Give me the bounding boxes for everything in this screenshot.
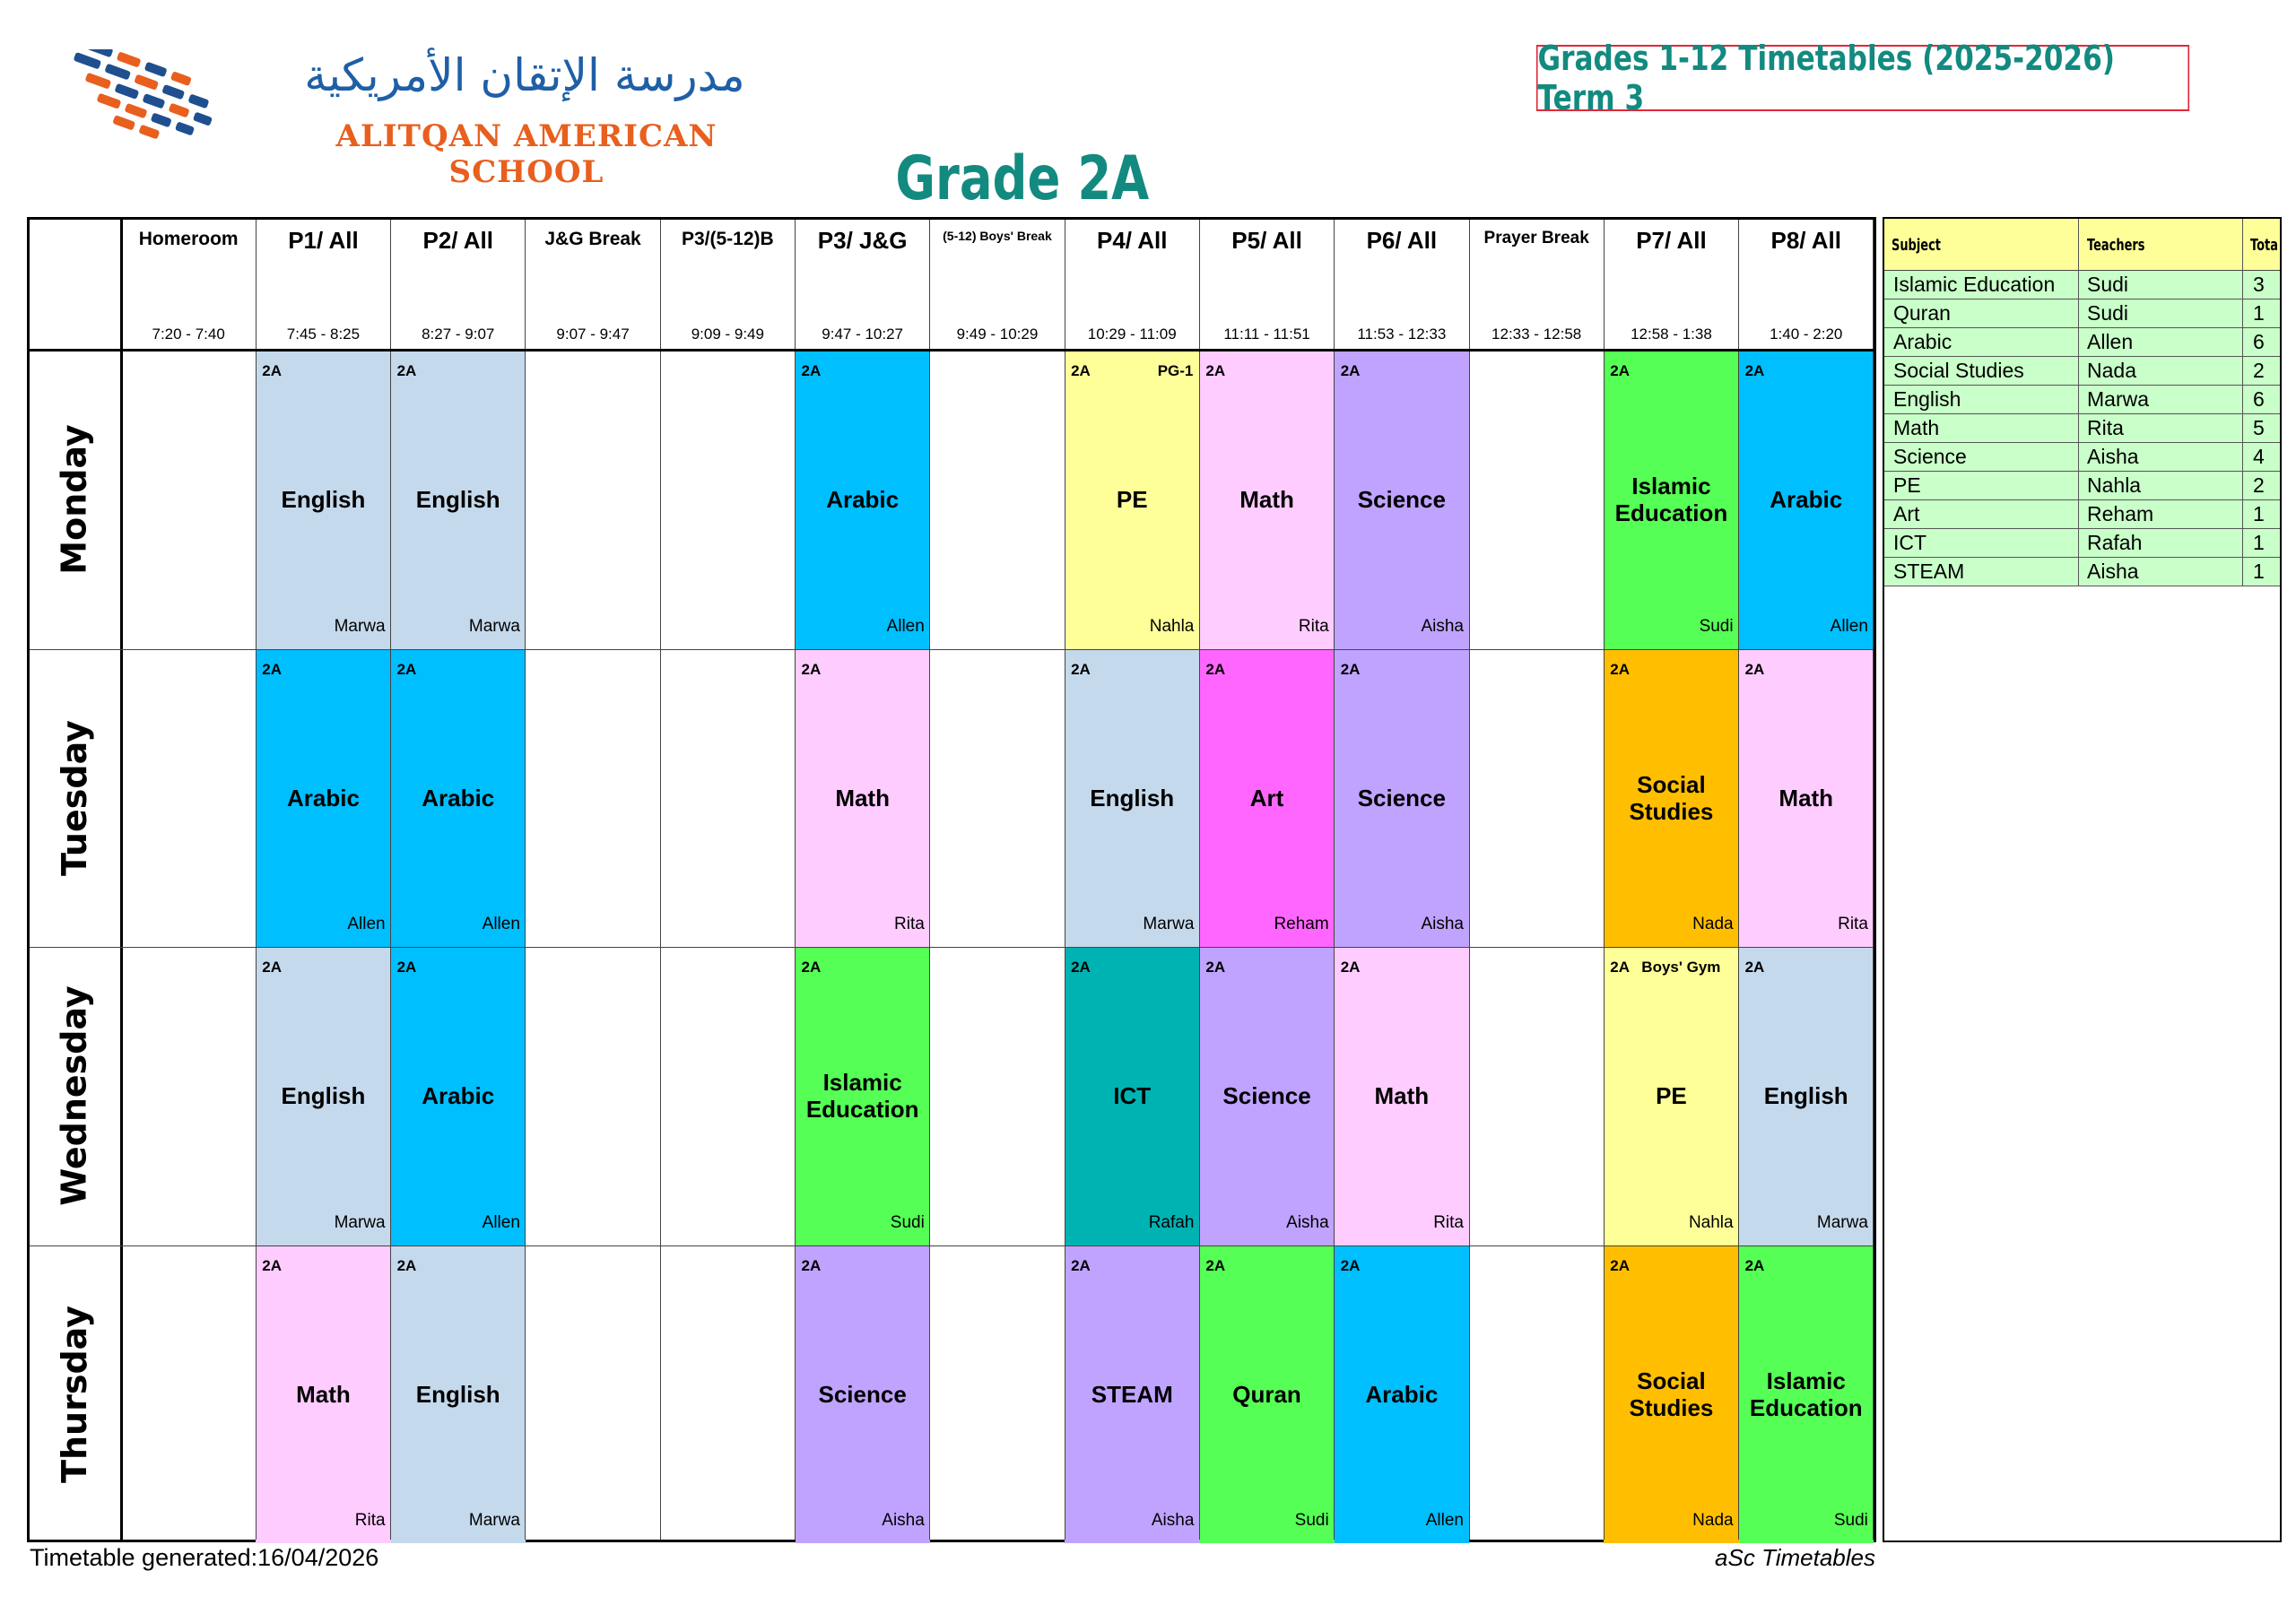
generated-date: Timetable generated:16/04/2026 bbox=[30, 1544, 379, 1571]
cell-divider bbox=[2242, 328, 2243, 357]
lesson-teacher: Allen bbox=[482, 1212, 520, 1232]
lesson-teacher: Marwa bbox=[1143, 915, 1195, 933]
column-time: 11:11 - 11:51 bbox=[1223, 325, 1310, 343]
cell-divider bbox=[2078, 558, 2079, 586]
grid-line-vertical bbox=[256, 220, 257, 1540]
lesson-subject: Arabic bbox=[286, 784, 360, 812]
subject-name: Science bbox=[1893, 445, 1967, 468]
lesson-subject: Arabic bbox=[1365, 1380, 1439, 1408]
teacher-name: Reham bbox=[2087, 502, 2154, 525]
term-title-box bbox=[1536, 39, 2189, 117]
column-name: Homeroom bbox=[138, 229, 239, 249]
lesson-total: 6 bbox=[2253, 330, 2265, 353]
grid-line-horizontal bbox=[30, 349, 1874, 352]
lesson-subject: English bbox=[281, 486, 366, 514]
lesson-subject: Math bbox=[1779, 784, 1834, 812]
subject-teacher-table bbox=[1883, 217, 2282, 1542]
lesson-cell[interactable] bbox=[1065, 649, 1199, 948]
lesson-subject: ICT bbox=[1113, 1082, 1152, 1110]
grid-line-vertical bbox=[795, 220, 796, 1540]
column-time: 11:53 - 12:33 bbox=[1357, 325, 1447, 343]
grid-line-vertical bbox=[525, 220, 526, 1540]
lesson-subject: English bbox=[415, 486, 500, 514]
lesson-teacher: Allen bbox=[886, 616, 925, 636]
subject-name: Social Studies bbox=[1893, 359, 2024, 382]
column-name: P2/ All bbox=[422, 227, 493, 254]
cell-divider bbox=[2078, 472, 2079, 500]
subject-table-row bbox=[1884, 357, 2280, 386]
grid-line-vertical bbox=[660, 220, 661, 1540]
lesson-room: PG-1 bbox=[1157, 362, 1194, 379]
lesson-class: 2A bbox=[1071, 959, 1091, 976]
subject-name: Islamic Education bbox=[1893, 273, 2056, 296]
lesson-teacher: Nada bbox=[1692, 915, 1734, 933]
column-name: P6/ All bbox=[1366, 227, 1438, 254]
lesson-room: Boys' Gym bbox=[1641, 959, 1721, 976]
column-name: P3/(5-12)B bbox=[681, 229, 774, 249]
cell-divider bbox=[2242, 529, 2243, 558]
teacher-name: Nahla bbox=[2087, 473, 2142, 497]
lesson-cell[interactable] bbox=[1604, 351, 1738, 649]
lesson-cell[interactable] bbox=[1739, 649, 1874, 948]
teacher-name: Marwa bbox=[2087, 387, 2150, 411]
lesson-class: 2A bbox=[1744, 959, 1765, 976]
lesson-subject: English bbox=[1763, 1082, 1848, 1110]
column-header bbox=[1469, 220, 1604, 350]
lesson-teacher: Aisha bbox=[1421, 915, 1464, 933]
grid-line-horizontal bbox=[30, 1245, 1874, 1246]
column-header bbox=[526, 220, 660, 350]
lesson-teacher: Marwa bbox=[1816, 1212, 1868, 1232]
lesson-cell[interactable] bbox=[1335, 649, 1469, 948]
software-credit: aSc Timetables bbox=[1715, 1544, 1875, 1571]
school-name-english: ALITQAN AMERICAN SCHOOL bbox=[335, 118, 718, 190]
cell-divider bbox=[2078, 529, 2079, 558]
lesson-cell[interactable] bbox=[256, 351, 390, 649]
lesson-subject: Science bbox=[1357, 784, 1446, 812]
lesson-subject: Social Studies bbox=[1629, 1367, 1714, 1421]
grade-title bbox=[852, 143, 1193, 214]
cell-divider bbox=[2078, 414, 2079, 443]
lesson-teacher: Aisha bbox=[1151, 1511, 1195, 1530]
day-label-wednesday bbox=[30, 947, 119, 1245]
cell-divider bbox=[2242, 414, 2243, 443]
lesson-cell[interactable] bbox=[1335, 1245, 1469, 1544]
lesson-total: 1 bbox=[2253, 531, 2265, 554]
column-header bbox=[930, 220, 1065, 350]
lesson-subject: Arabic bbox=[826, 486, 900, 514]
grid-line-vertical bbox=[390, 220, 391, 1540]
timetable-grid bbox=[27, 217, 1876, 1542]
lesson-class: 2A bbox=[1071, 362, 1091, 379]
lesson-class: 2A bbox=[396, 660, 417, 678]
column-header bbox=[1335, 220, 1469, 350]
subject-table-row bbox=[1884, 529, 2280, 558]
column-header bbox=[121, 220, 256, 350]
subject-name: Quran bbox=[1893, 301, 1951, 325]
column-time: 1:40 - 2:20 bbox=[1770, 325, 1843, 343]
cell-divider bbox=[2242, 558, 2243, 586]
lesson-teacher: Nahla bbox=[1688, 1212, 1734, 1232]
lesson-subject: Math bbox=[1239, 486, 1294, 514]
column-time: 12:33 - 12:58 bbox=[1492, 325, 1582, 343]
grid-line-horizontal bbox=[30, 649, 1874, 650]
lesson-cell[interactable] bbox=[391, 947, 526, 1245]
subject-table-row bbox=[1884, 386, 2280, 414]
column-time: 8:27 - 9:07 bbox=[422, 325, 495, 343]
lesson-class: 2A bbox=[1744, 362, 1765, 379]
lesson-cell[interactable] bbox=[1604, 1245, 1738, 1544]
column-header bbox=[391, 220, 526, 350]
lesson-cell[interactable] bbox=[1065, 351, 1199, 649]
lesson-cell[interactable] bbox=[1604, 947, 1738, 1245]
lesson-teacher: Sudi bbox=[1699, 616, 1734, 636]
column-name: P8/ All bbox=[1770, 227, 1841, 254]
grid-line-vertical bbox=[1604, 220, 1605, 1540]
lesson-cell[interactable] bbox=[796, 1245, 930, 1544]
term-title: Grades 1-12 Timetables (2025-2026) Term 3 bbox=[1537, 39, 2116, 117]
lesson-class: 2A bbox=[801, 959, 822, 976]
column-time: 9:49 - 10:29 bbox=[956, 325, 1039, 343]
cell-divider bbox=[2078, 271, 2079, 299]
lesson-class: 2A bbox=[801, 362, 822, 379]
lesson-cell[interactable] bbox=[391, 351, 526, 649]
lesson-class: 2A bbox=[396, 1256, 417, 1274]
lesson-total: 4 bbox=[2253, 445, 2265, 468]
grid-line-vertical bbox=[1873, 220, 1874, 1540]
lesson-cell[interactable] bbox=[256, 1245, 390, 1544]
lesson-teacher: Aisha bbox=[1286, 1212, 1329, 1232]
lesson-subject: Arabic bbox=[422, 784, 495, 812]
teacher-name: Allen bbox=[2087, 330, 2134, 353]
column-header bbox=[256, 220, 390, 350]
lesson-teacher: Sudi bbox=[890, 1212, 925, 1232]
lesson-class: 2A bbox=[1610, 362, 1631, 379]
lesson-cell[interactable] bbox=[391, 1245, 526, 1544]
column-name: P3/ J&G bbox=[817, 227, 908, 254]
lesson-teacher: Allen bbox=[1830, 616, 1868, 636]
lesson-cell[interactable] bbox=[796, 351, 930, 649]
lesson-cell[interactable] bbox=[796, 947, 930, 1245]
subject-table-row bbox=[1884, 414, 2280, 443]
cell-divider bbox=[2078, 328, 2079, 357]
subject-name: PE bbox=[1893, 473, 1921, 497]
lesson-total: 3 bbox=[2253, 273, 2265, 296]
lesson-subject: PE bbox=[1116, 486, 1148, 514]
lesson-cell[interactable] bbox=[1065, 1245, 1199, 1544]
subject-header: Subject bbox=[1892, 235, 1941, 255]
lesson-class: 2A bbox=[262, 959, 283, 976]
subject-table-row bbox=[1884, 443, 2280, 472]
column-name: P7/ All bbox=[1636, 227, 1707, 254]
lesson-cell[interactable] bbox=[1739, 947, 1874, 1245]
cell-divider bbox=[2242, 500, 2243, 529]
lesson-class: 2A bbox=[1205, 660, 1226, 678]
column-name: J&G Break bbox=[544, 229, 641, 249]
grid-line-vertical bbox=[120, 220, 123, 1540]
lesson-class: 2A bbox=[262, 362, 283, 379]
lesson-total: 2 bbox=[2253, 359, 2265, 382]
day-name: Tuesday bbox=[55, 719, 95, 876]
grid-line-vertical bbox=[1469, 220, 1470, 1540]
lesson-subject: Islamic Education bbox=[1614, 473, 1728, 527]
lesson-subject: Science bbox=[818, 1380, 907, 1408]
lesson-teacher: Rita bbox=[1838, 915, 1868, 933]
teacher-name: Rita bbox=[2087, 416, 2124, 439]
teacher-name: Rafah bbox=[2087, 531, 2143, 554]
lesson-class: 2A bbox=[1205, 959, 1226, 976]
lesson-teacher: Rafah bbox=[1148, 1212, 1195, 1232]
subject-table-row bbox=[1884, 558, 2280, 586]
lesson-cell[interactable] bbox=[1199, 947, 1334, 1245]
lesson-cell[interactable] bbox=[256, 649, 390, 948]
lesson-class: 2A bbox=[1340, 959, 1361, 976]
grid-line-horizontal bbox=[30, 947, 1874, 948]
column-time: 9:09 - 9:49 bbox=[691, 325, 764, 343]
cell-divider bbox=[2242, 443, 2243, 472]
lesson-cell[interactable] bbox=[1199, 351, 1334, 649]
teachers-header: Teachers bbox=[2087, 235, 2145, 255]
lesson-class: 2A bbox=[1340, 362, 1361, 379]
lesson-class: 2A bbox=[1205, 1256, 1226, 1274]
cell-divider bbox=[2242, 472, 2243, 500]
lesson-class: 2A bbox=[801, 660, 822, 678]
subject-name: English bbox=[1893, 387, 1961, 411]
subject-table-header bbox=[1884, 219, 2280, 271]
cell-divider bbox=[2242, 357, 2243, 386]
lesson-teacher: Marwa bbox=[468, 616, 520, 636]
lesson-class: 2A bbox=[1744, 1256, 1765, 1274]
lesson-cell[interactable] bbox=[1739, 351, 1874, 649]
cell-divider bbox=[2242, 299, 2243, 328]
lesson-subject: STEAM bbox=[1091, 1380, 1173, 1408]
cell-divider bbox=[2242, 386, 2243, 414]
column-header bbox=[1065, 220, 1199, 350]
cell-divider bbox=[2078, 357, 2079, 386]
column-name: Prayer Break bbox=[1483, 229, 1589, 247]
cell-divider bbox=[2078, 500, 2079, 529]
cell-divider bbox=[2242, 271, 2243, 299]
column-header bbox=[796, 220, 930, 350]
lesson-class: 2A bbox=[1071, 1256, 1091, 1274]
lesson-subject: Islamic Education bbox=[1749, 1367, 1863, 1421]
lesson-teacher: Reham bbox=[1274, 915, 1329, 933]
grid-line-vertical bbox=[929, 220, 930, 1540]
lesson-class: 2A bbox=[1610, 660, 1631, 678]
teacher-name: Aisha bbox=[2087, 445, 2139, 468]
lesson-teacher: Sudi bbox=[1294, 1511, 1329, 1530]
day-label-monday bbox=[30, 351, 119, 649]
column-time: 7:20 - 7:40 bbox=[152, 325, 225, 343]
subject-name: Art bbox=[1893, 502, 1920, 525]
lesson-class: 2A bbox=[801, 1256, 822, 1274]
lesson-teacher: Allen bbox=[482, 915, 520, 933]
column-header bbox=[1604, 220, 1738, 350]
teacher-name: Sudi bbox=[2087, 273, 2129, 296]
lesson-total: 1 bbox=[2253, 301, 2265, 325]
lesson-cell[interactable] bbox=[796, 649, 930, 948]
lesson-subject: English bbox=[281, 1082, 366, 1110]
lesson-subject: Math bbox=[835, 784, 890, 812]
lesson-class: 2A bbox=[1340, 660, 1361, 678]
lesson-teacher: Sudi bbox=[1833, 1511, 1868, 1530]
lesson-teacher: Marwa bbox=[334, 616, 386, 636]
column-time: 9:07 - 9:47 bbox=[556, 325, 630, 343]
column-time: 9:47 - 10:27 bbox=[822, 325, 904, 343]
lesson-cell[interactable] bbox=[1739, 1245, 1874, 1544]
subject-name: Math bbox=[1893, 416, 1940, 439]
lesson-subject: PE bbox=[1656, 1082, 1687, 1110]
total-header: Tota bbox=[2250, 235, 2278, 255]
column-header bbox=[660, 220, 795, 350]
lesson-subject: Social Studies bbox=[1629, 770, 1714, 825]
lesson-total: 1 bbox=[2253, 502, 2265, 525]
lesson-teacher: Marwa bbox=[334, 1212, 386, 1232]
day-name: Monday bbox=[55, 424, 95, 575]
subject-name: Arabic bbox=[1893, 330, 1952, 353]
teacher-name: Nada bbox=[2087, 359, 2136, 382]
column-name: P5/ All bbox=[1231, 227, 1302, 254]
lesson-total: 1 bbox=[2253, 560, 2265, 583]
column-name: P4/ All bbox=[1096, 227, 1168, 254]
lesson-subject: Quran bbox=[1232, 1380, 1301, 1408]
column-header bbox=[1199, 220, 1334, 350]
grade-title-text: Grade 2A bbox=[895, 143, 1150, 214]
day-label-tuesday bbox=[30, 649, 119, 948]
cell-divider bbox=[2078, 443, 2079, 472]
grid-line-vertical bbox=[1199, 220, 1200, 1540]
lesson-class: 2A bbox=[1205, 362, 1226, 379]
lesson-teacher: Rita bbox=[354, 1511, 386, 1530]
lesson-class: 2A bbox=[1610, 1256, 1631, 1274]
lesson-teacher: Rita bbox=[1433, 1212, 1464, 1232]
school-logo bbox=[54, 49, 233, 161]
column-name: P1/ All bbox=[288, 227, 359, 254]
lesson-class: 2A bbox=[1071, 660, 1091, 678]
lesson-subject: Science bbox=[1222, 1082, 1311, 1110]
cell-divider bbox=[2078, 299, 2079, 328]
lesson-teacher: Marwa bbox=[468, 1511, 520, 1530]
subject-table-row bbox=[1884, 472, 2280, 500]
lesson-cell[interactable] bbox=[391, 649, 526, 948]
teacher-name: Aisha bbox=[2087, 560, 2139, 583]
lesson-subject: Art bbox=[1249, 784, 1284, 812]
grid-line-vertical bbox=[1334, 220, 1335, 1540]
column-time: 10:29 - 11:09 bbox=[1087, 325, 1177, 343]
lesson-cell[interactable] bbox=[1199, 649, 1334, 948]
lesson-teacher: Nahla bbox=[1149, 616, 1195, 636]
lesson-total: 2 bbox=[2253, 473, 2265, 497]
lesson-cell[interactable] bbox=[1065, 947, 1199, 1245]
lesson-cell[interactable] bbox=[1335, 351, 1469, 649]
day-name: Thursday bbox=[55, 1305, 94, 1483]
lesson-subject: Science bbox=[1357, 486, 1446, 514]
day-name: Wednesday bbox=[55, 985, 94, 1206]
lesson-class: 2A bbox=[262, 660, 283, 678]
column-name: (5-12) Boys' Break bbox=[943, 229, 1052, 243]
lesson-teacher: Aisha bbox=[882, 1511, 925, 1530]
subject-name: ICT bbox=[1893, 531, 1927, 554]
lesson-total: 5 bbox=[2253, 416, 2265, 439]
lesson-teacher: Allen bbox=[1425, 1511, 1464, 1530]
column-time: 7:45 - 8:25 bbox=[286, 325, 361, 343]
lesson-class: 2A bbox=[1744, 660, 1765, 678]
lesson-teacher: Nada bbox=[1692, 1511, 1734, 1530]
lesson-class: 2A bbox=[1610, 959, 1631, 976]
cell-divider bbox=[2078, 386, 2079, 414]
lesson-subject: Math bbox=[296, 1380, 351, 1408]
teacher-name: Sudi bbox=[2087, 301, 2129, 325]
subject-table-row bbox=[1884, 271, 2280, 299]
column-header bbox=[1739, 220, 1874, 350]
lesson-class: 2A bbox=[262, 1256, 283, 1274]
subject-table-row bbox=[1884, 500, 2280, 529]
lesson-teacher: Aisha bbox=[1421, 616, 1464, 636]
lesson-subject: English bbox=[415, 1380, 500, 1408]
lesson-subject: Arabic bbox=[422, 1082, 495, 1110]
lesson-cell[interactable] bbox=[256, 947, 390, 1245]
lesson-subject: Arabic bbox=[1770, 486, 1843, 514]
lesson-subject: Math bbox=[1374, 1082, 1430, 1110]
subject-name: STEAM bbox=[1893, 560, 1965, 583]
lesson-class: 2A bbox=[396, 362, 417, 379]
lesson-subject: English bbox=[1090, 784, 1175, 812]
subject-table-row bbox=[1884, 299, 2280, 328]
grid-line-vertical bbox=[1738, 220, 1739, 1540]
column-time: 12:58 - 1:38 bbox=[1631, 325, 1712, 343]
lesson-class: 2A bbox=[396, 959, 417, 976]
lesson-teacher: Allen bbox=[347, 915, 386, 933]
lesson-subject: Islamic Education bbox=[805, 1069, 919, 1124]
lesson-cell[interactable] bbox=[1199, 1245, 1334, 1544]
lesson-total: 6 bbox=[2253, 387, 2265, 411]
day-label-thursday bbox=[30, 1245, 119, 1544]
subject-table-row bbox=[1884, 328, 2280, 357]
lesson-cell[interactable] bbox=[1335, 947, 1469, 1245]
lesson-cell[interactable] bbox=[1604, 649, 1738, 948]
lesson-class: 2A bbox=[1340, 1256, 1361, 1274]
lesson-teacher: Rita bbox=[894, 915, 925, 933]
school-name-arabic: مدرسة الإتقان الأمريكية bbox=[304, 49, 745, 101]
lesson-teacher: Rita bbox=[1298, 616, 1329, 636]
